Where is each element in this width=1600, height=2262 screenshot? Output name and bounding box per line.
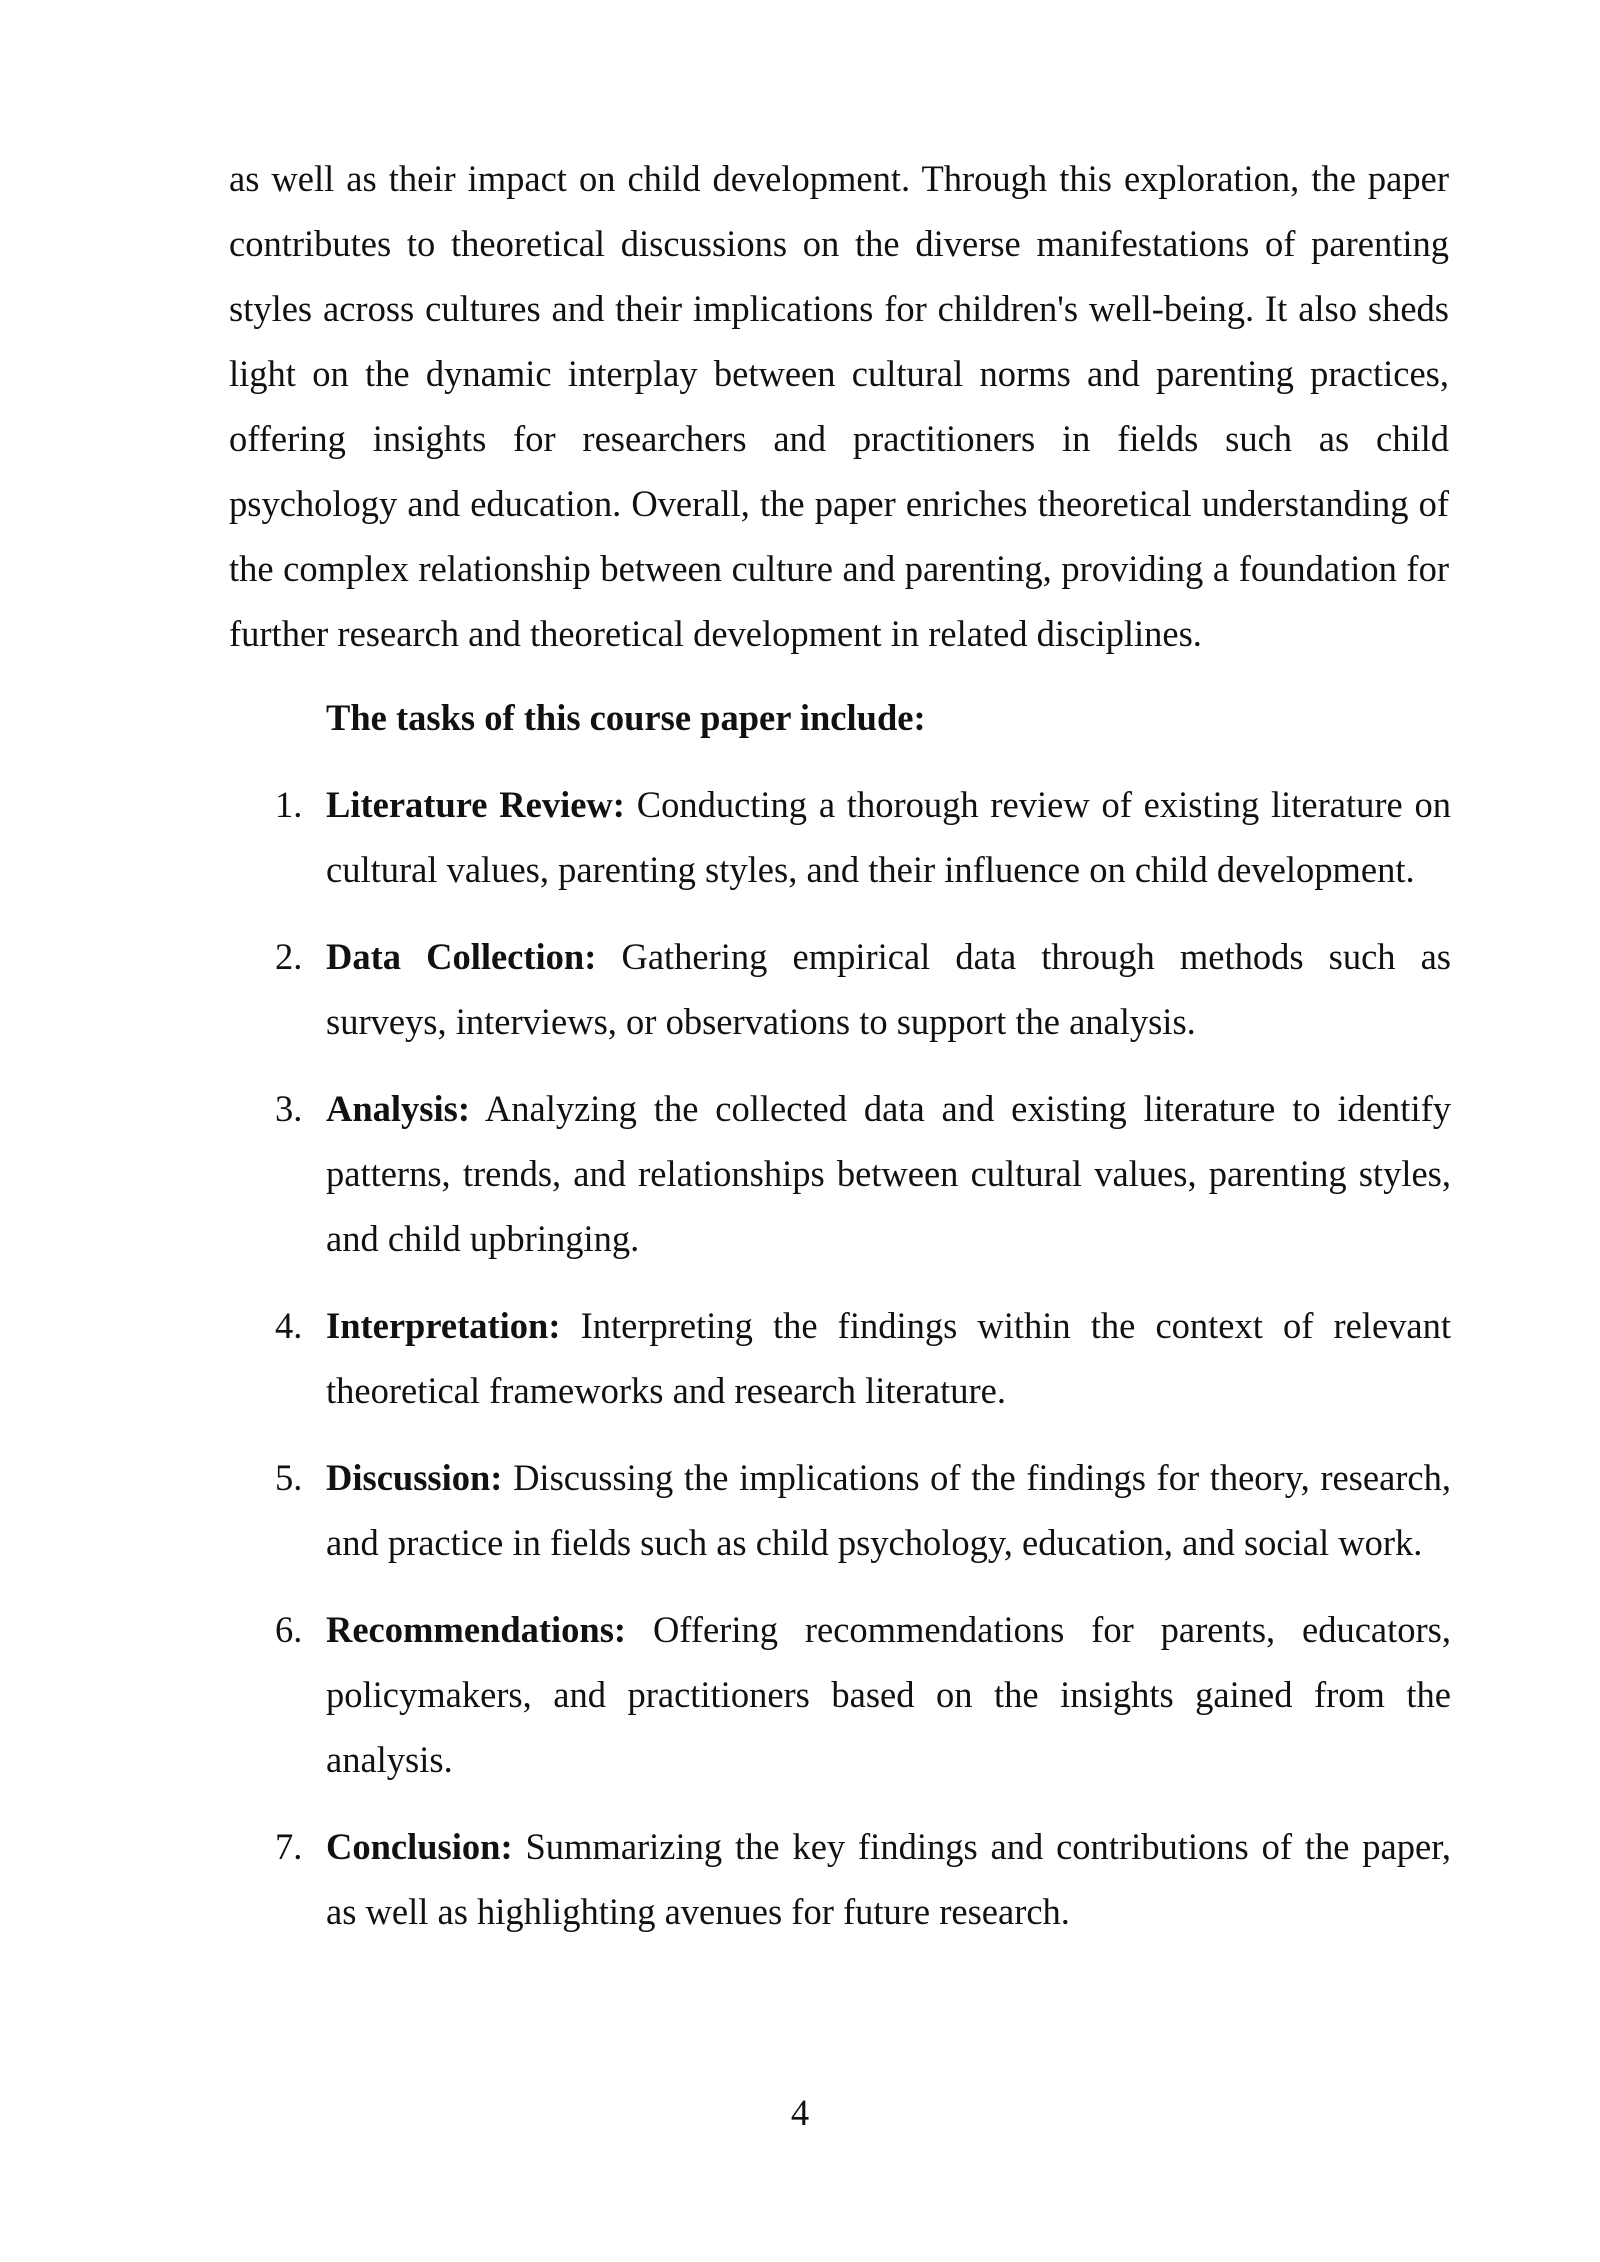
task-body — [326, 1814, 1451, 1944]
task-title: Data Collection: — [326, 936, 597, 977]
task-number: 5. — [275, 1457, 303, 1498]
task-text: Offering recommendations for parents, educators, policymakers, and practitioners based on the insights gained from the analysis. — [326, 1609, 1451, 1780]
task-body — [326, 772, 1451, 902]
task-number: 3. — [275, 1088, 303, 1129]
task-text: Conducting a thorough review of existing literature on cultural values, parenting styles, and their influence on child development. — [326, 784, 1451, 890]
task-body — [326, 1445, 1451, 1575]
task-text: Analyzing the collected data and existing literature to identify patterns, trends, and relationships between cultural values, parenting styles, and child upbringing. — [326, 1088, 1451, 1259]
task-body — [326, 1293, 1451, 1423]
task-item-recommendations — [0, 1597, 1600, 1792]
task-title: Interpretation: — [326, 1305, 561, 1346]
task-number: 4. — [275, 1305, 303, 1346]
task-text: Summarizing the key findings and contributions of the paper, as well as highlighting avenues for future research. — [326, 1826, 1452, 1932]
task-body — [326, 1597, 1451, 1792]
tasks-heading: The tasks of this course paper include: — [326, 697, 926, 738]
task-item-analysis — [0, 1076, 1600, 1271]
page-number: 4 — [790, 2092, 810, 2133]
tasks-list — [0, 772, 1600, 1966]
task-item-discussion — [0, 1445, 1600, 1575]
task-item-conclusion — [0, 1814, 1600, 1944]
task-number: 1. — [275, 784, 303, 825]
task-title: Recommendations: — [326, 1609, 627, 1650]
task-text: Discussing the implications of the findings for theory, research, and practice in fields such as child psychology, education, and social work. — [326, 1457, 1452, 1563]
task-text: Gathering empirical data through methods such as surveys, interviews, or observations to support the analysis. — [326, 936, 1452, 1042]
task-number: 2. — [275, 936, 303, 977]
intro-paragraph: as well as their impact on child development. Through this exploration, the paper contributes to theoretical discussions on the diverse manifestations of parenting styles across cultures and their implications for children's well-being. It also sheds light on the dynamic interplay between cultural norms and parenting practices, offering insights for researchers and practitioners in fields such as child psychology and education. Overall, the paper enriches theoretical understanding of the complex relationship between culture and parenting, providing a foundation for further research and theoretical development in related disciplines. — [229, 158, 1449, 654]
task-text: Interpreting the findings within the context of relevant theoretical frameworks and research literature. — [326, 1305, 1451, 1411]
task-number: 7. — [275, 1826, 303, 1867]
task-title: Conclusion: — [326, 1826, 513, 1867]
task-item-interpretation — [0, 1293, 1600, 1423]
task-item-data-collection — [0, 924, 1600, 1054]
task-body — [326, 1076, 1451, 1271]
task-body — [326, 924, 1451, 1054]
task-number: 6. — [275, 1609, 303, 1650]
task-item-literature-review — [0, 772, 1600, 902]
task-title: Literature Review: — [326, 784, 625, 825]
task-title: Discussion: — [326, 1457, 503, 1498]
task-title: Analysis: — [326, 1088, 471, 1129]
